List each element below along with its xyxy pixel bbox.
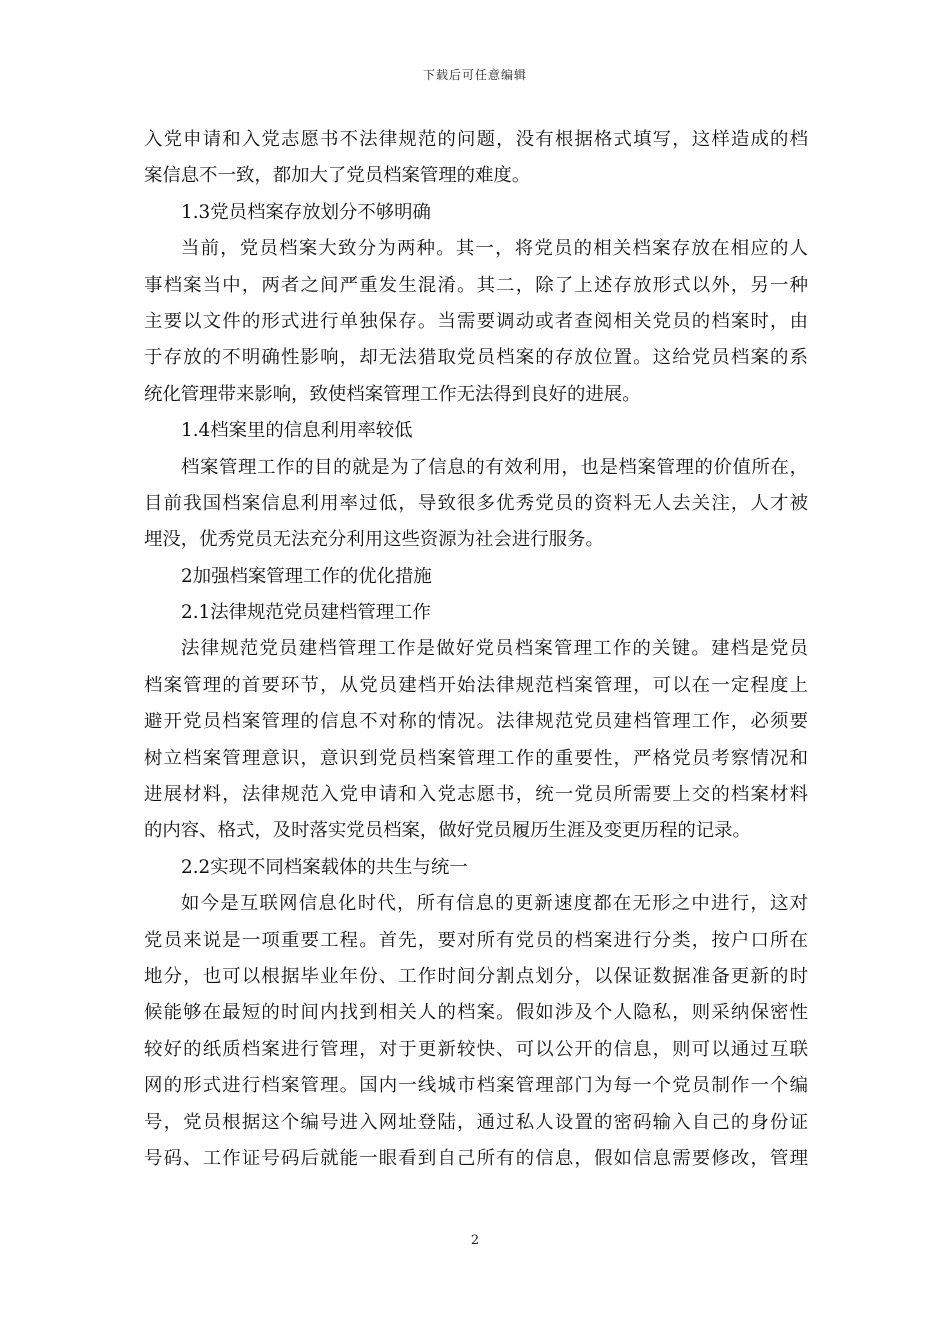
paragraph-line: 避开党员档案管理的信息不对称的情况。法律规范党员建档管理工作，必须要	[144, 711, 808, 733]
paragraph-line: 的内容、格式，及时落实党员档案，做好党员履历生涯及变更历程的记录。	[144, 820, 751, 842]
paragraph-line: 党员来说是一项重要工程。首先，要对所有党员的档案进行分类，按户口所在	[144, 929, 808, 951]
paragraph-line: 目前我国档案信息利用率过低，导致很多优秀党员的资料无人去关注，人才被	[144, 492, 808, 514]
paragraph-line: 于存放的不明确性影响，却无法猎取党员档案的存放位置。这给党员档案的系	[144, 347, 808, 369]
section-heading: 2.1法律规范党员建档管理工作	[181, 602, 431, 624]
page-header: 下载后可任意编辑	[422, 68, 527, 82]
page-number: 2	[470, 1233, 480, 1248]
paragraph-line: 地分，也可以根据毕业年份、工作时间分割点划分，以保证数据准备更新的时	[144, 965, 808, 987]
section-heading: 1.3党员档案存放划分不够明确	[181, 201, 431, 223]
section-heading: 2加强档案管理工作的优化措施	[181, 565, 432, 587]
paragraph-line: 档案管理的首要环节，从党员建档开始法律规范档案管理，可以在一定程度上	[144, 674, 808, 696]
paragraph-line: 候能够在最短的时间内找到相关人的档案。假如涉及个人隐私，则采纳保密性	[144, 1002, 808, 1024]
section-heading: 2.2实现不同档案载体的共生与统一	[181, 856, 468, 878]
paragraph-line: 号码、工作证号码后就能一眼看到自己所有的信息，假如信息需要修改，管理	[144, 1147, 808, 1169]
paragraph-line: 案信息不一致，都加大了党员档案管理的难度。	[144, 165, 531, 187]
paragraph-line: 主要以文件的形式进行单独保存。当需要调动或者查阅相关党员的档案时，由	[144, 310, 808, 332]
paragraph-line: 事档案当中，两者之间严重发生混淆。其二，除了上述存放形式以外，另一种	[144, 274, 808, 296]
paragraph-line: 进展材料，法律规范入党申请和入党志愿书，统一党员所需要上交的档案材料	[144, 784, 808, 806]
paragraph-line: 号，党员根据这个编号进入网址登陆，通过私人设置的密码输入自己的身份证	[144, 1111, 808, 1133]
paragraph-line: 统化管理带来影响，致使档案管理工作无法得到良好的进展。	[144, 383, 641, 405]
paragraph-line: 埋没，优秀党员无法充分利用这些资源为社会进行服务。	[144, 529, 604, 551]
paragraph-line: 当前，党员档案大致分为两种。其一，将党员的相关档案存放在相应的人	[181, 238, 808, 260]
paragraph-line: 树立档案管理意识，意识到党员档案管理工作的重要性，严格党员考察情况和	[144, 747, 808, 769]
paragraph-line: 法律规范党员建档管理工作是做好党员档案管理工作的关键。建档是党员	[181, 638, 808, 660]
paragraph-line: 网的形式进行档案管理。国内一线城市档案管理部门为每一个党员制作一个编	[144, 1075, 808, 1097]
paragraph-line: 入党申请和入党志愿书不法律规范的问题，没有根据格式填写，这样造成的档	[144, 129, 808, 150]
body-text	[144, 122, 808, 1177]
paragraph-line: 如今是互联网信息化时代，所有信息的更新速度都在无形之中进行，这对	[181, 893, 808, 915]
paragraph-line: 档案管理工作的目的就是为了信息的有效利用，也是档案管理的价值所在，	[181, 456, 808, 478]
paragraph-line: 较好的纸质档案进行管理，对于更新较快、可以公开的信息，则可以通过互联	[144, 1038, 808, 1060]
section-heading: 1.4档案里的信息利用率较低	[181, 420, 413, 442]
